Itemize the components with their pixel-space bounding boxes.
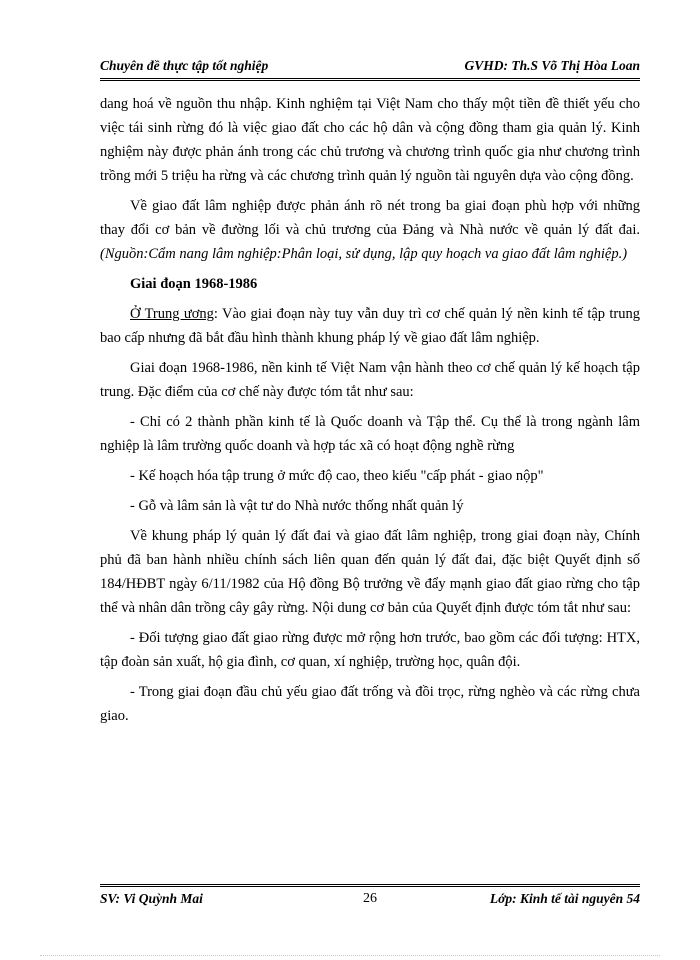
- paragraph-2: [100, 194, 640, 266]
- footer-class: Lớp: Kinh tế tài nguyên 54: [489, 891, 640, 906]
- document-page: [100, 36, 640, 916]
- paragraph-3-text: : Vào giai đoạn này tuy vẫn duy trì cơ chế quản lý nền kinh tế tập trung bao cấp nhưng đã bắt đầu hình thành khung pháp lý về giao đất lâm nghiệp.: [100, 306, 640, 346]
- bullet-1: - Chỉ có 2 thành phần kinh tế là Quốc doanh và Tập thể. Cụ thể là trong ngành lâm nghiệp là lâm trường quốc doanh và hợp tác xã có hoạt động nghề rừng: [100, 414, 640, 454]
- source-citation: (Nguồn:Cẩm nang lâm nghiệp:Phân loại, sử dụng, lập quy hoạch va giao đất lâm nghiệp.): [100, 246, 628, 262]
- page-bottom-divider: [40, 955, 660, 956]
- page-header: [100, 56, 640, 81]
- page-body: [100, 92, 640, 734]
- bullet-2: - Kế hoạch hóa tập trung ở mức độ cao, theo kiểu "cấp phát - giao nộp": [130, 468, 544, 484]
- paragraph-2-text: Về giao đất lâm nghiệp được phản ánh rõ nét trong ba giai đoạn phù hợp với những thay đổi cơ bản về đường lối và chủ trương của Đảng và Nhà nước về quản lý đất đai.: [100, 198, 640, 238]
- paragraph-3: [100, 302, 640, 350]
- footer-student: SV: Vi Quỳnh Mai: [100, 891, 203, 906]
- bullet-5: - Trong giai đoạn đầu chủ yếu giao đất trống và đồi trọc, rừng nghèo và các rừng chưa giao.: [100, 684, 640, 724]
- header-title: Chuyên đề thực tập tốt nghiệp: [100, 58, 269, 73]
- paragraph-3-lead: Ở Trung ương: [130, 306, 214, 322]
- bullet-3: - Gỗ và lâm sản là vật tư do Nhà nước thống nhất quản lý: [130, 498, 464, 514]
- paragraph-4: Giai đoạn 1968-1986, nền kinh tế Việt Nam vận hành theo cơ chế quản lý kế hoạch tập trung. Đặc điểm của cơ chế này được tóm tắt như sau:: [100, 360, 640, 400]
- header-advisor: GVHD: Th.S Võ Thị Hòa Loan: [464, 58, 640, 73]
- page-footer: [100, 884, 640, 907]
- section-heading: Giai đoạn 1968-1986: [130, 276, 258, 292]
- page-number: 26: [363, 891, 377, 906]
- paragraph-1: dang hoá về nguồn thu nhập. Kinh nghiệm tại Việt Nam cho thấy một tiền đề thiết yếu cho việc tái sinh rừng đó là việc giao đất cho các hộ dân và cộng đồng tham gia quản lý. Kinh nghiệm này được phản ánh trong các chủ trương và chương trình quốc gia như chương trình trồng mới 5 triệu ha rừng và các chương trình quản lý nguồn tài nguyên dựa vào cộng đồng.: [100, 96, 640, 184]
- bullet-4: - Đối tượng giao đất giao rừng được mở rộng hơn trước, bao gồm các đối tượng: HTX, tập đoàn sản xuất, hộ gia đình, cơ quan, xí nghiệp, trường học, quân đội.: [100, 630, 640, 670]
- paragraph-5: Về khung pháp lý quản lý đất đai và giao đất lâm nghiệp, trong giai đoạn này, Chính phủ đã ban hành nhiều chính sách liên quan đến quản lý đất đai, đặc biệt Quyết định số 184/HĐBT ngày 6/11/1982 của Hộ đồng Bộ trưởng về đẩy mạnh giao đất giao rừng cho tập thể và nhân dân trồng cây gây rừng. Nội dung cơ bản của Quyết định được tóm tắt như sau:: [100, 528, 640, 616]
